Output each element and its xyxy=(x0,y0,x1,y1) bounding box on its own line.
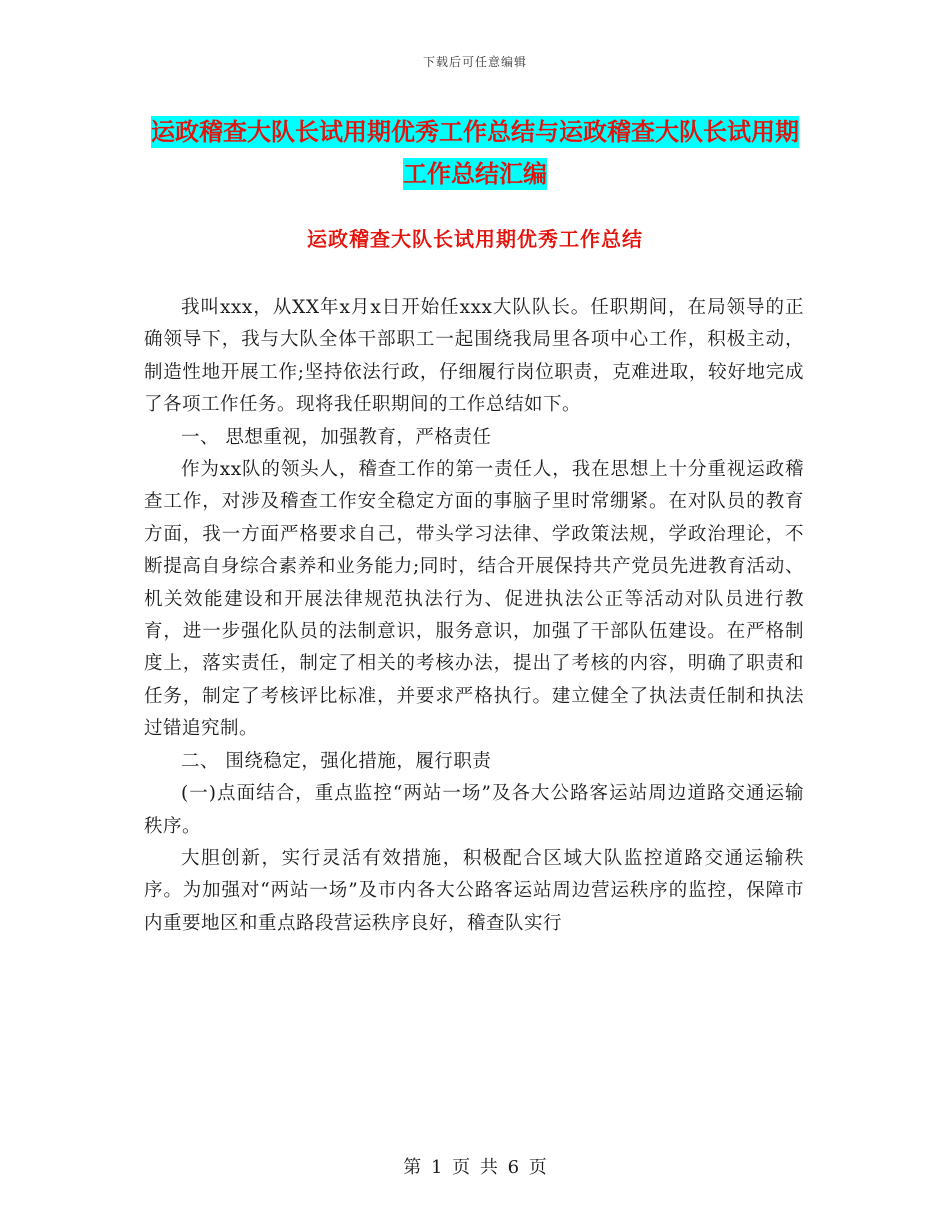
paragraph-intro: 我叫xxx，从XX年x月x日开始任xxx大队队长。任职期间，在局领导的正确领导下，我与大队全体干部职工一起围绕我局里各项中心工作，积极主动，制造性地开展工作;坚持依法行政，仔细履行岗位职责，克难进取，较好地完成了各项工作任务。现将我任职期间的工作总结如下。 xyxy=(144,297,804,416)
document-title-highlight: 运政稽查大队长试用期优秀工作总结与运政稽查大队长试用期工作总结汇编 xyxy=(151,118,799,188)
heading-part-two: 二、 围绕稳定，强化措施，履行职责 xyxy=(181,750,492,772)
heading-part-one: 一、 思想重视，加强教育，严格责任 xyxy=(181,426,492,448)
subheading-part-two-one: (一)点面结合，重点监控“两站一场”及各大公路客运站周边道路交通运输秩序。 xyxy=(144,783,804,837)
paragraph-part-one: 作为xx队的领头人，稽查工作的第一责任人，我在思想上十分重视运政稽查工作，对涉及稽查工作安全稳定方面的事脑子里时常绷紧。在对队员的教育方面，我一方面严格要求自己，带头学习法律、学政策法规，学政治理论，不断提高自身综合素养和业务能力;同时，结合开展保持共产党员先进教育活动、机关效能建设和开展法律规范执法行为、促进执法公正等活动对队员进行教育，进一步强化队员的法制意识，服务意识，加强了干部队伍建设。在严格制度上，落实责任，制定了相关的考核办法，提出了考核的内容，明确了职责和任务，制定了考核评比标准，并要求严格执行。建立健全了执法责任制和执法过错追究制。 xyxy=(144,459,804,740)
page-footer: 第 1 页 共 6 页 xyxy=(403,1157,547,1178)
page-header-note: 下载后可任意编辑 xyxy=(422,55,527,69)
document-title xyxy=(150,111,800,195)
section-title: 运政稽查大队长试用期优秀工作总结 xyxy=(307,227,643,251)
paragraph-part-two: 大胆创新，实行灵活有效措施，积极配合区域大队监控道路交通运输秩序。为加强对“两站一场”及市内各大公路客运站周边营运秩序的监控，保障市内重要地区和重点路段营运秩序良好，稽查队实行 xyxy=(144,847,804,934)
document-body xyxy=(144,292,804,940)
